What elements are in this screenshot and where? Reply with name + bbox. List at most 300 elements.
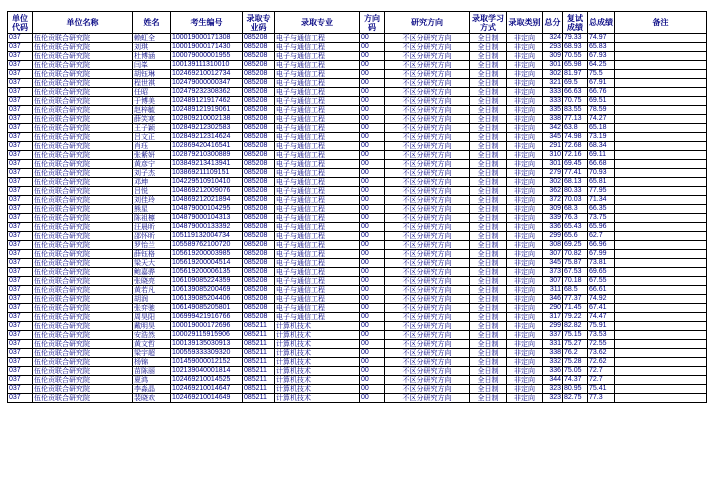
- cell-research-direction: 不区分研究方向: [385, 97, 470, 106]
- table-row: [8, 268, 707, 277]
- cell-unit-code: 037: [8, 304, 33, 313]
- table-row: [8, 124, 707, 133]
- cell-total-score: 299: [543, 322, 563, 331]
- cell-research-direction: 不区分研究方向: [385, 124, 470, 133]
- cell-unit-name: 伍伦贡联合研究院: [33, 241, 133, 250]
- cell-unit-code: 037: [8, 70, 33, 79]
- cell-research-direction: 不区分研究方向: [385, 79, 470, 88]
- header-final-score: 总成绩: [588, 12, 615, 34]
- cell-unit-code: 037: [8, 376, 33, 385]
- cell-exam-id: 102469210014525: [171, 376, 243, 385]
- cell-name: 黄文哲: [133, 340, 171, 349]
- cell-direction-code: 00: [360, 106, 385, 115]
- cell-major: 计算机技术: [275, 322, 360, 331]
- cell-unit-code: 037: [8, 205, 33, 214]
- cell-major: 计算机技术: [275, 331, 360, 340]
- cell-direction-code: 00: [360, 178, 385, 187]
- cell-major: 电子与通信工程: [275, 304, 360, 313]
- cell-exam-id: 102869420416541: [171, 142, 243, 151]
- cell-research-direction: 不区分研究方向: [385, 43, 470, 52]
- cell-exam-id: 100029115915906: [171, 331, 243, 340]
- cell-retest-score: 80.95: [563, 385, 588, 394]
- cell-study-mode: 全日制: [470, 385, 507, 394]
- table-row: [8, 61, 707, 70]
- cell-unit-code: 037: [8, 313, 33, 322]
- cell-exam-id: 100079000001955: [171, 52, 243, 61]
- cell-total-score: 279: [543, 169, 563, 178]
- cell-unit-code: 037: [8, 394, 33, 403]
- cell-direction-code: 00: [360, 70, 385, 79]
- header-row: [8, 12, 707, 34]
- cell-major-code: 085208: [243, 79, 275, 88]
- cell-retest-score: 70.18: [563, 277, 588, 286]
- cell-name: 李淼晶: [133, 385, 171, 394]
- cell-exam-id: 100019000171308: [171, 34, 243, 43]
- cell-unit-code: 037: [8, 142, 33, 151]
- cell-major: 计算机技术: [275, 376, 360, 385]
- cell-unit-name: 伍伦贡联合研究院: [33, 277, 133, 286]
- cell-remarks: [615, 331, 707, 340]
- cell-unit-name: 伍伦贡联合研究院: [33, 115, 133, 124]
- cell-unit-name: 伍伦贡联合研究院: [33, 385, 133, 394]
- table-row: [8, 385, 707, 394]
- cell-exam-id: 102469210014649: [171, 394, 243, 403]
- cell-remarks: [615, 322, 707, 331]
- cell-category: 非定向: [507, 250, 543, 259]
- cell-final-score: 72.55: [588, 340, 615, 349]
- cell-category: 非定向: [507, 151, 543, 160]
- cell-unit-code: 037: [8, 385, 33, 394]
- cell-unit-name: 伍伦贡联合研究院: [33, 52, 133, 61]
- cell-major-code: 085208: [243, 97, 275, 106]
- cell-research-direction: 不区分研究方向: [385, 250, 470, 259]
- cell-unit-name: 伍伦贡联合研究院: [33, 196, 133, 205]
- cell-study-mode: 全日制: [470, 250, 507, 259]
- cell-final-score: 72.62: [588, 358, 615, 367]
- cell-total-score: 346: [543, 295, 563, 304]
- cell-final-score: 75.5: [588, 70, 615, 79]
- cell-final-score: 69.65: [588, 268, 615, 277]
- cell-retest-score: 70.75: [563, 97, 588, 106]
- cell-major: 计算机技术: [275, 340, 360, 349]
- cell-total-score: 342: [543, 124, 563, 133]
- cell-total-score: 302: [543, 178, 563, 187]
- cell-final-score: 66.96: [588, 241, 615, 250]
- cell-category: 非定向: [507, 367, 543, 376]
- cell-retest-score: 65.98: [563, 61, 588, 70]
- cell-major: 电子与通信工程: [275, 61, 360, 70]
- cell-name: 梁宇超: [133, 349, 171, 358]
- cell-name: 黄若凡: [133, 286, 171, 295]
- cell-retest-score: 83.55: [563, 106, 588, 115]
- cell-direction-code: 00: [360, 88, 385, 97]
- cell-retest-score: 72.68: [563, 142, 588, 151]
- cell-research-direction: 不区分研究方向: [385, 322, 470, 331]
- cell-category: 非定向: [507, 106, 543, 115]
- cell-exam-id: 104879000133392: [171, 223, 243, 232]
- table-row: [8, 331, 707, 340]
- cell-study-mode: 全日制: [470, 124, 507, 133]
- cell-total-score: 332: [543, 358, 563, 367]
- cell-category: 非定向: [507, 97, 543, 106]
- table-row: [8, 340, 707, 349]
- cell-exam-id: 102849212302583: [171, 124, 243, 133]
- cell-unit-name: 伍伦贡联合研究院: [33, 394, 133, 403]
- cell-total-score: 336: [543, 367, 563, 376]
- cell-total-score: 291: [543, 142, 563, 151]
- cell-name: 黄彦宁: [133, 160, 171, 169]
- cell-total-score: 333: [543, 88, 563, 97]
- cell-major-code: 085208: [243, 178, 275, 187]
- cell-category: 非定向: [507, 34, 543, 43]
- cell-study-mode: 全日制: [470, 115, 507, 124]
- cell-name: 鲍嘉骅: [133, 268, 171, 277]
- cell-total-score: 317: [543, 313, 563, 322]
- cell-unit-code: 037: [8, 367, 33, 376]
- cell-category: 非定向: [507, 304, 543, 313]
- cell-major-code: 085211: [243, 349, 275, 358]
- table-row: [8, 178, 707, 187]
- cell-unit-name: 伍伦贡联合研究院: [33, 232, 133, 241]
- cell-direction-code: 00: [360, 115, 385, 124]
- cell-remarks: [615, 52, 707, 61]
- cell-unit-code: 037: [8, 34, 33, 43]
- cell-exam-id: 100559333309320: [171, 349, 243, 358]
- table-row: [8, 88, 707, 97]
- cell-unit-name: 伍伦贡联合研究院: [33, 160, 133, 169]
- cell-research-direction: 不区分研究方向: [385, 106, 470, 115]
- cell-total-score: 309: [543, 52, 563, 61]
- cell-category: 非定向: [507, 70, 543, 79]
- cell-major: 电子与通信工程: [275, 196, 360, 205]
- cell-direction-code: 00: [360, 205, 385, 214]
- cell-study-mode: 全日制: [470, 34, 507, 43]
- cell-total-score: 301: [543, 160, 563, 169]
- cell-remarks: [615, 286, 707, 295]
- cell-unit-name: 伍伦贡联合研究院: [33, 88, 133, 97]
- cell-unit-code: 037: [8, 277, 33, 286]
- cell-total-score: 302: [543, 70, 563, 79]
- cell-direction-code: 00: [360, 133, 385, 142]
- cell-retest-score: 71.45: [563, 304, 588, 313]
- cell-remarks: [615, 88, 707, 97]
- cell-unit-name: 伍伦贡联合研究院: [33, 376, 133, 385]
- cell-major-code: 085208: [243, 52, 275, 61]
- cell-research-direction: 不区分研究方向: [385, 331, 470, 340]
- cell-unit-name: 伍伦贡联合研究院: [33, 142, 133, 151]
- cell-direction-code: 00: [360, 295, 385, 304]
- cell-major: 计算机技术: [275, 394, 360, 403]
- cell-category: 非定向: [507, 358, 543, 367]
- cell-category: 非定向: [507, 79, 543, 88]
- cell-category: 非定向: [507, 178, 543, 187]
- cell-retest-score: 79.33: [563, 34, 588, 43]
- cell-remarks: [615, 358, 707, 367]
- cell-major: 电子与通信工程: [275, 169, 360, 178]
- cell-research-direction: 不区分研究方向: [385, 169, 470, 178]
- cell-retest-score: 74.37: [563, 376, 588, 385]
- cell-name: 周昊阳: [133, 313, 171, 322]
- cell-final-score: 72.7: [588, 367, 615, 376]
- table-row: [8, 106, 707, 115]
- cell-direction-code: 00: [360, 187, 385, 196]
- table-row: [8, 277, 707, 286]
- cell-category: 非定向: [507, 340, 543, 349]
- cell-remarks: [615, 349, 707, 358]
- cell-name: 刘佳玲: [133, 196, 171, 205]
- cell-remarks: [615, 259, 707, 268]
- cell-direction-code: 00: [360, 61, 385, 70]
- cell-total-score: 337: [543, 331, 563, 340]
- cell-name: 刘子杰: [133, 169, 171, 178]
- cell-major-code: 085208: [243, 124, 275, 133]
- cell-major: 电子与通信工程: [275, 205, 360, 214]
- cell-major: 电子与通信工程: [275, 151, 360, 160]
- cell-remarks: [615, 340, 707, 349]
- cell-study-mode: 全日制: [470, 97, 507, 106]
- cell-major: 计算机技术: [275, 358, 360, 367]
- cell-unit-code: 037: [8, 358, 33, 367]
- cell-study-mode: 全日制: [470, 286, 507, 295]
- cell-direction-code: 00: [360, 376, 385, 385]
- cell-unit-code: 037: [8, 232, 33, 241]
- cell-exam-id: 102479232308362: [171, 88, 243, 97]
- table-row: [8, 250, 707, 259]
- cell-research-direction: 不区分研究方向: [385, 376, 470, 385]
- cell-unit-code: 037: [8, 52, 33, 61]
- cell-remarks: [615, 133, 707, 142]
- cell-unit-name: 伍伦贡联合研究院: [33, 151, 133, 160]
- cell-total-score: 310: [543, 151, 563, 160]
- cell-major-code: 085208: [243, 304, 275, 313]
- table-row: [8, 286, 707, 295]
- cell-major: 电子与通信工程: [275, 43, 360, 52]
- cell-name: 汪晨昕: [133, 223, 171, 232]
- cell-direction-code: 00: [360, 142, 385, 151]
- cell-total-score: 293: [543, 43, 563, 52]
- cell-category: 非定向: [507, 187, 543, 196]
- cell-final-score: 73.62: [588, 349, 615, 358]
- cell-direction-code: 00: [360, 196, 385, 205]
- cell-major-code: 085208: [243, 232, 275, 241]
- cell-final-score: 67.55: [588, 277, 615, 286]
- cell-major: 电子与通信工程: [275, 223, 360, 232]
- table-row: [8, 223, 707, 232]
- table-row: [8, 313, 707, 322]
- cell-study-mode: 全日制: [470, 61, 507, 70]
- cell-final-score: 68.34: [588, 142, 615, 151]
- cell-unit-name: 伍伦贡联合研究院: [33, 367, 133, 376]
- table-row: [8, 205, 707, 214]
- cell-direction-code: 00: [360, 367, 385, 376]
- cell-category: 非定向: [507, 385, 543, 394]
- cell-study-mode: 全日制: [470, 142, 507, 151]
- cell-category: 非定向: [507, 331, 543, 340]
- cell-total-score: 308: [543, 241, 563, 250]
- cell-research-direction: 不区分研究方向: [385, 232, 470, 241]
- cell-remarks: [615, 232, 707, 241]
- cell-exam-id: 102879210300889: [171, 151, 243, 160]
- table-row: [8, 232, 707, 241]
- cell-research-direction: 不区分研究方向: [385, 214, 470, 223]
- cell-remarks: [615, 151, 707, 160]
- cell-study-mode: 全日制: [470, 196, 507, 205]
- cell-exam-id: 106999421916766: [171, 313, 243, 322]
- cell-exam-id: 101459000012152: [171, 358, 243, 367]
- table-row: [8, 79, 707, 88]
- cell-remarks: [615, 196, 707, 205]
- table-row: [8, 322, 707, 331]
- cell-final-score: 65.18: [588, 124, 615, 133]
- cell-study-mode: 全日制: [470, 304, 507, 313]
- cell-final-score: 73.19: [588, 133, 615, 142]
- table-row: [8, 115, 707, 124]
- cell-major-code: 085208: [243, 88, 275, 97]
- cell-exam-id: 100019000171430: [171, 43, 243, 52]
- cell-unit-code: 037: [8, 259, 33, 268]
- cell-remarks: [615, 142, 707, 151]
- cell-direction-code: 00: [360, 97, 385, 106]
- cell-unit-name: 伍伦贡联合研究院: [33, 97, 133, 106]
- cell-direction-code: 00: [360, 331, 385, 340]
- cell-unit-name: 伍伦贡联合研究院: [33, 106, 133, 115]
- cell-unit-code: 037: [8, 151, 33, 160]
- cell-direction-code: 00: [360, 79, 385, 88]
- cell-total-score: 373: [543, 268, 563, 277]
- cell-remarks: [615, 295, 707, 304]
- table-row: [8, 70, 707, 79]
- cell-major-code: 085208: [243, 106, 275, 115]
- cell-retest-score: 80.33: [563, 187, 588, 196]
- table-body: [8, 34, 707, 403]
- cell-final-score: 67.99: [588, 250, 615, 259]
- cell-category: 非定向: [507, 205, 543, 214]
- cell-direction-code: 00: [360, 313, 385, 322]
- cell-direction-code: 00: [360, 34, 385, 43]
- cell-final-score: 73.75: [588, 214, 615, 223]
- cell-retest-score: 69.45: [563, 160, 588, 169]
- cell-final-score: 67.41: [588, 304, 615, 313]
- cell-retest-score: 69.25: [563, 241, 588, 250]
- cell-major-code: 085211: [243, 331, 275, 340]
- cell-remarks: [615, 304, 707, 313]
- cell-name: 于博美: [133, 97, 171, 106]
- cell-category: 非定向: [507, 115, 543, 124]
- cell-name: 肖珏: [133, 142, 171, 151]
- cell-research-direction: 不区分研究方向: [385, 295, 470, 304]
- cell-remarks: [615, 97, 707, 106]
- cell-total-score: 311: [543, 286, 563, 295]
- cell-study-mode: 全日制: [470, 367, 507, 376]
- cell-exam-id: 102479000000347: [171, 79, 243, 88]
- cell-unit-code: 037: [8, 241, 33, 250]
- cell-major-code: 085208: [243, 115, 275, 124]
- cell-final-score: 72.7: [588, 376, 615, 385]
- cell-direction-code: 00: [360, 124, 385, 133]
- cell-exam-id: 104229510910410: [171, 178, 243, 187]
- cell-name: 薛钰格: [133, 250, 171, 259]
- cell-study-mode: 全日制: [470, 322, 507, 331]
- cell-category: 非定向: [507, 133, 543, 142]
- cell-unit-name: 伍伦贡联合研究院: [33, 187, 133, 196]
- cell-category: 非定向: [507, 142, 543, 151]
- table-row: [8, 304, 707, 313]
- cell-direction-code: 00: [360, 160, 385, 169]
- cell-unit-code: 037: [8, 124, 33, 133]
- cell-study-mode: 全日制: [470, 88, 507, 97]
- cell-study-mode: 全日制: [470, 358, 507, 367]
- cell-final-score: 75.41: [588, 385, 615, 394]
- table-row: [8, 151, 707, 160]
- cell-final-score: 65.83: [588, 43, 615, 52]
- cell-total-score: 335: [543, 106, 563, 115]
- cell-exam-id: 104869212009076: [171, 187, 243, 196]
- cell-retest-score: 70.82: [563, 250, 588, 259]
- cell-research-direction: 不区分研究方向: [385, 277, 470, 286]
- cell-remarks: [615, 187, 707, 196]
- cell-total-score: 345: [543, 133, 563, 142]
- cell-retest-score: 66.63: [563, 88, 588, 97]
- table-row: [8, 295, 707, 304]
- cell-category: 非定向: [507, 52, 543, 61]
- cell-research-direction: 不区分研究方向: [385, 367, 470, 376]
- admission-table: [7, 11, 707, 403]
- cell-total-score: 290: [543, 304, 563, 313]
- cell-major: 电子与通信工程: [275, 232, 360, 241]
- table-row: [8, 97, 707, 106]
- cell-major: 计算机技术: [275, 349, 360, 358]
- cell-remarks: [615, 106, 707, 115]
- header-name: 姓名: [133, 12, 171, 34]
- cell-category: 非定向: [507, 88, 543, 97]
- cell-major: 电子与通信工程: [275, 313, 360, 322]
- cell-major: 电子与通信工程: [275, 295, 360, 304]
- cell-exam-id: 102489121919061: [171, 106, 243, 115]
- cell-major-code: 085208: [243, 187, 275, 196]
- cell-research-direction: 不区分研究方向: [385, 70, 470, 79]
- cell-retest-score: 65.43: [563, 223, 588, 232]
- cell-category: 非定向: [507, 259, 543, 268]
- cell-unit-name: 伍伦贡联合研究院: [33, 133, 133, 142]
- cell-research-direction: 不区分研究方向: [385, 151, 470, 160]
- cell-research-direction: 不区分研究方向: [385, 259, 470, 268]
- cell-major: 电子与通信工程: [275, 79, 360, 88]
- cell-exam-id: 106139085204406: [171, 295, 243, 304]
- cell-total-score: 339: [543, 214, 563, 223]
- cell-research-direction: 不区分研究方向: [385, 61, 470, 70]
- cell-retest-score: 70.55: [563, 52, 588, 61]
- cell-exam-id: 102469210014647: [171, 385, 243, 394]
- cell-remarks: [615, 205, 707, 214]
- header-study-mode: 录取学习方式: [470, 12, 507, 34]
- cell-remarks: [615, 367, 707, 376]
- cell-research-direction: 不区分研究方向: [385, 196, 470, 205]
- cell-retest-score: 82.75: [563, 394, 588, 403]
- cell-research-direction: 不区分研究方向: [385, 241, 470, 250]
- cell-retest-score: 77.13: [563, 115, 588, 124]
- cell-retest-score: 76.2: [563, 349, 588, 358]
- cell-study-mode: 全日制: [470, 223, 507, 232]
- cell-unit-name: 伍伦贡联合研究院: [33, 304, 133, 313]
- cell-remarks: [615, 268, 707, 277]
- cell-major-code: 085208: [243, 34, 275, 43]
- cell-final-score: 73.81: [588, 259, 615, 268]
- cell-direction-code: 00: [360, 286, 385, 295]
- cell-major: 电子与通信工程: [275, 70, 360, 79]
- cell-study-mode: 全日制: [470, 295, 507, 304]
- cell-remarks: [615, 250, 707, 259]
- header-total-score: 总分: [543, 12, 563, 34]
